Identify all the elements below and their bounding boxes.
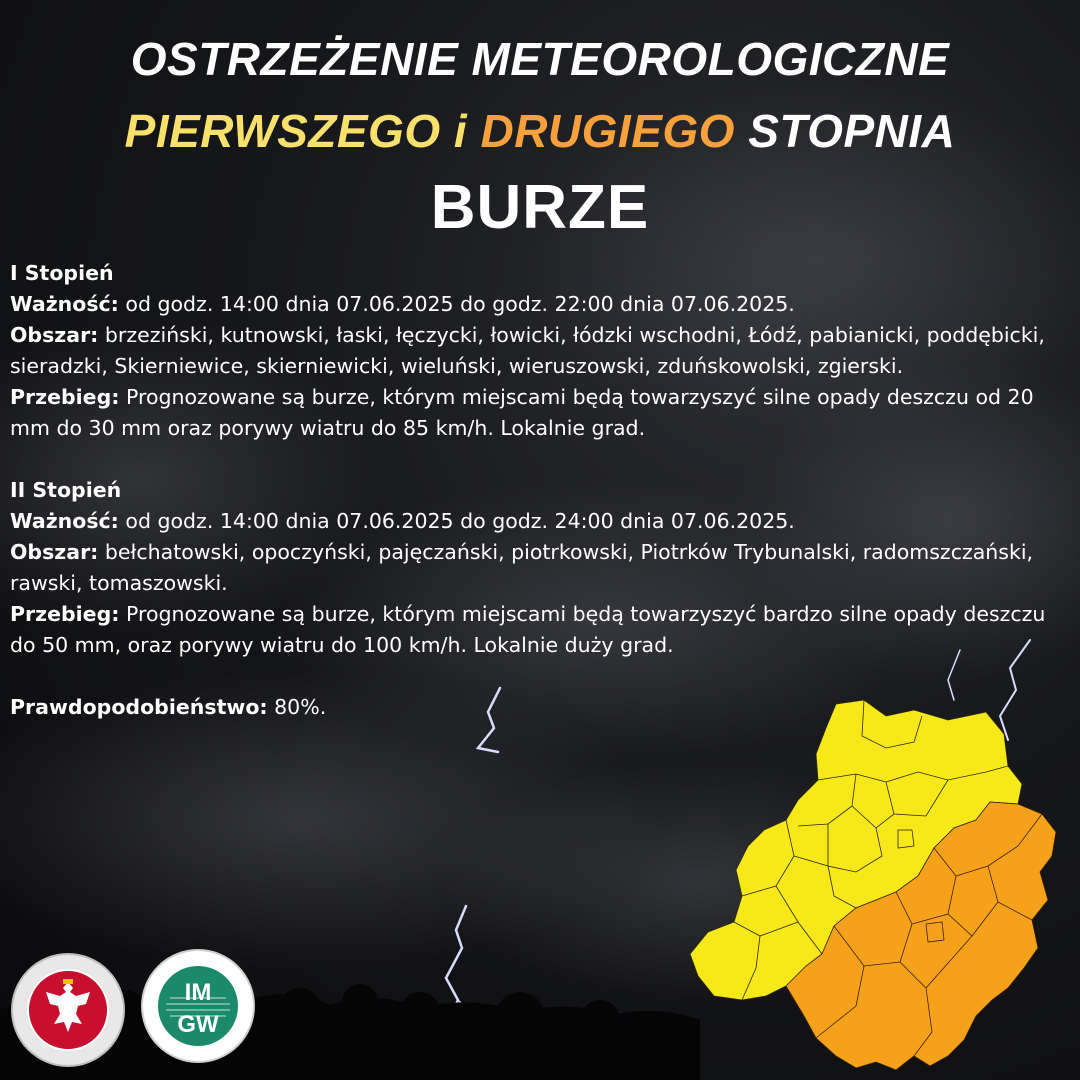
title-word-stopnia: STOPNIA: [748, 105, 956, 157]
level2-area: Obszar: bełchatowski, opoczyński, pajęczański, piotrkowski, Piotrków Trybunalski, radomszczański, rawski, tomaszowski.: [10, 540, 1034, 595]
warning-subject: BURZE: [430, 173, 650, 242]
imgw-letters-bottom: GW: [177, 1011, 219, 1038]
level1-validity: Ważność: od godz. 14:00 dnia 07.06.2025 do godz. 22:00 dnia 07.06.2025.: [10, 292, 795, 316]
title-word-first: PIERWSZEGO: [124, 105, 441, 157]
level2-heading: II Stopień: [10, 478, 122, 502]
warning-details: [10, 258, 1074, 723]
title-line-2: [0, 104, 1080, 158]
voivodeship-office-logo: [10, 952, 126, 1068]
level1-heading: I Stopień: [10, 261, 114, 285]
warning-map: [686, 696, 1080, 1080]
title-word-i: i: [453, 105, 468, 157]
level2-course: Przebieg: Prognozowane są burze, którym miejscami będą towarzyszyć bardzo silne opady deszczu do 50 mm, oraz porywy wiatru do 100 km/h. Lokalnie duży grad.: [10, 602, 1046, 657]
level1-area: Obszar: brzeziński, kutnowski, łaski, łęczycki, łowicki, łódzki wschodni, Łódź, pabianicki, poddębicki, sieradzki, Skierniewice, skierniewicki, wieluński, wieruszowski, zduńskowolski, zgierski.: [10, 323, 1045, 378]
title-word-second: DRUGIEGO: [480, 105, 735, 157]
level2-validity: Ważność: od godz. 14:00 dnia 07.06.2025 do godz. 24:00 dnia 07.06.2025.: [10, 509, 795, 533]
title-line-1: OSTRZEŻENIE METEOROLOGICZNE: [130, 33, 950, 85]
imgw-letters-top: IM: [184, 979, 212, 1006]
level1-course: Przebieg: Prognozowane są burze, którym miejscami będą towarzyszyć silne opady deszczu od 20 mm do 30 mm oraz porywy wiatru do 85 km/h. Lokalnie grad.: [10, 385, 1034, 440]
probability: Prawdopodobieństwo: 80%.: [10, 695, 327, 719]
imgw-logo: [140, 948, 256, 1064]
